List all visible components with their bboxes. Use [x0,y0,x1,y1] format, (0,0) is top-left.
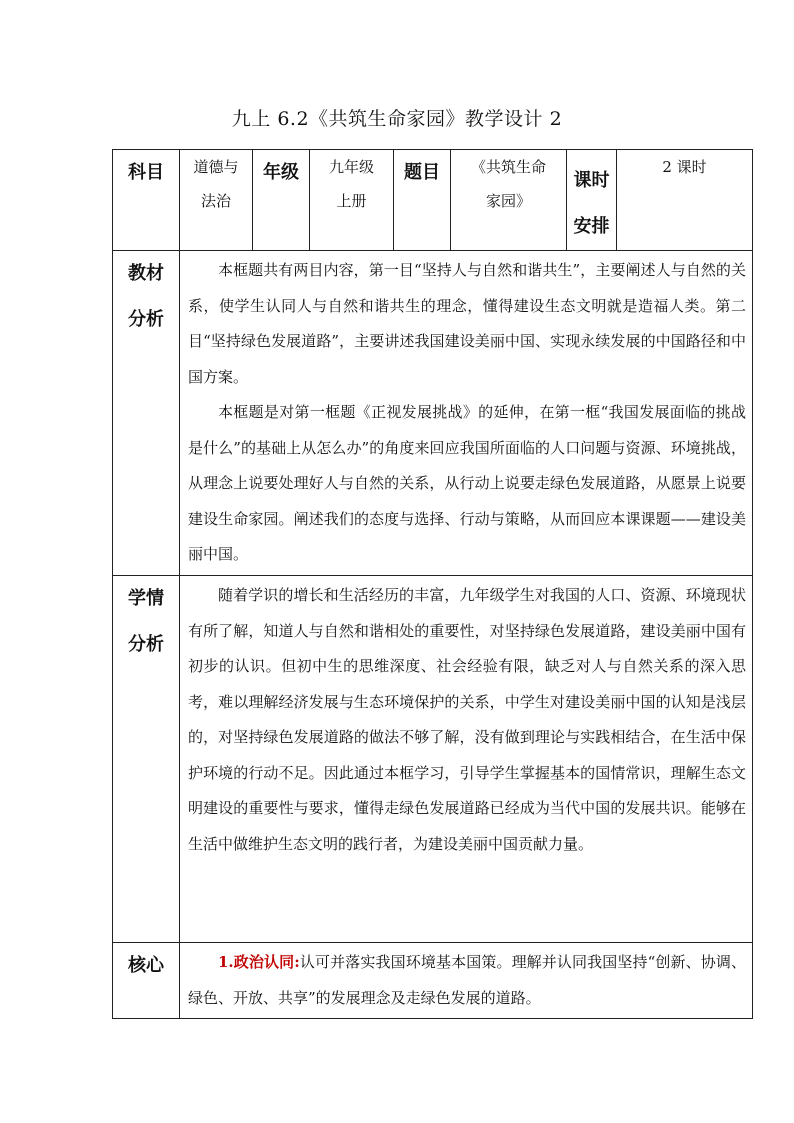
subject-value: 道德与 法治 [180,150,253,251]
topic-value: 《共筑生命 家园》 [451,150,567,251]
core-item-label: 1.政治认同: [218,953,300,971]
lesson-plan-table [112,149,753,1019]
topic-label: 题目 [394,150,451,251]
textbook-paragraph: 本框题共有两目内容，第一目“坚持人与自然和谐共生”，主要阐述人与自然的关系，使学生认同人与自然和谐共生的理念，懂得建设生态文明就是造福人类。第二目“坚持绿色发展道路”，主要讲述我国建设美丽中国、实现永续发展的中国路径和中国方案。 [188,261,746,386]
student-analysis-content [180,576,753,943]
textbook-analysis-content [180,251,753,576]
header-row [113,150,753,251]
core-content [180,943,753,1019]
core-label: 核心 [113,943,180,1019]
student-paragraph: 随着学识的增长和生活经历的丰富，九年级学生对我国的人口、资源、环境现状有所了解，知道人与自然和谐相处的重要性，对坚持绿色发展道路，建设美丽中国有初步的认识。但初中生的思维深度、社会经验有限，缺乏对人与自然关系的深入思考，难以理解经济发展与生态环境保护的关系，中学生对建设美丽中国的认知是浅层的，对坚持绿色发展道路的做法不够了解，没有做到理论与实践相结合，在生活中保护环境的行动不足。因此通过本框学习，引导学生掌握基本的国情常识，理解生态文明建设的重要性与要求，懂得走绿色发展道路已经成为当代中国的发展共识。能够在生活中做维护生态文明的践行者，为建设美丽中国贡献力量。 [188,586,746,853]
textbook-analysis-label: 教材 分析 [113,251,180,576]
grade-value: 九年级 上册 [310,150,394,251]
schedule-value: 2 课时 [617,150,753,251]
page-title: 九上 6.2《共筑生命家园》教学设计 2 [231,108,563,130]
textbook-analysis-row [113,251,753,576]
textbook-paragraph: 本框题是对第一框题《正视发展挑战》的延伸，在第一框“我国发展面临的挑战是什么”的基础上从怎么办”的角度来回应我国所面临的人口问题与资源、环境挑战，从理念上说要处理好人与自然的关系，从行动上说要走绿色发展道路，从愿景上说要建设生命家园。阐述我们的态度与选择、行动与策略，从而回应本课课题——建设美丽中国。 [188,403,746,563]
core-item-text: 认可并落实我国环境基本国策。理解并认同我国坚持“创新、协调、绿色、开放、共享”的发展理念及走绿色发展的道路。 [188,953,747,1007]
student-analysis-row [113,576,753,943]
subject-label: 科目 [113,150,180,251]
core-item [180,943,752,1016]
grade-label: 年级 [253,150,310,251]
student-analysis-label: 学情 分析 [113,576,180,943]
schedule-label: 课时 安排 [567,150,617,251]
core-row [113,943,753,1019]
